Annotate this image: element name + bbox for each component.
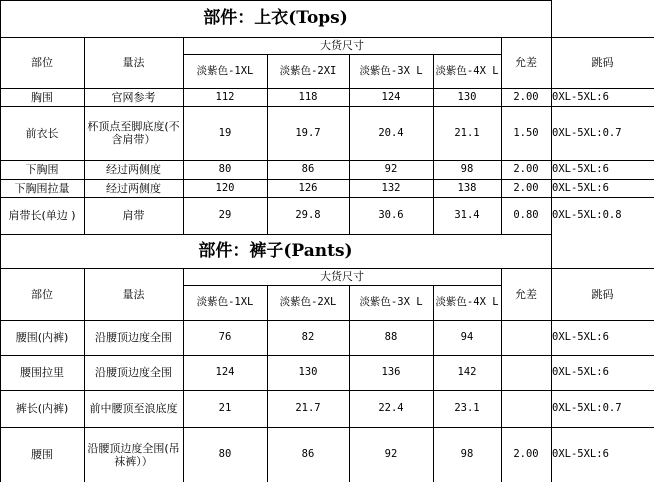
tops-row-size-value: 126: [298, 181, 318, 194]
pants-row-method: 前中腰顶至浪底度: [89, 402, 178, 415]
pants-row-size-value: 22.4: [378, 402, 404, 414]
grid-line: [0, 355, 654, 356]
tops-row-tolerance: 2.00: [513, 181, 539, 194]
grid-line: [183, 54, 501, 55]
tops-row-part: 肩带长(单边 ): [8, 209, 76, 222]
tops-row-tolerance: 2.00: [513, 163, 539, 175]
grid-line: [0, 37, 654, 38]
tops-row-size-value: 29.8: [295, 209, 321, 221]
tops-row-tolerance: 0.80: [513, 209, 539, 221]
grid-line: [0, 0, 551, 1]
tops-row-size-value: 31.4: [454, 209, 480, 221]
pants-row-part: 腰围拉里: [20, 366, 64, 379]
pants-row-size-value: 98: [460, 448, 474, 460]
tops-row-size-value: 30.6: [378, 209, 404, 221]
pants-header-bulk-size: 大货尺寸: [320, 270, 364, 283]
grid-line: [0, 197, 654, 198]
tops-row-method: 经过两侧度: [106, 163, 161, 176]
tops-row-size-value: 20.4: [378, 126, 404, 139]
pants-section-title: 部件：裤子(Pants): [198, 240, 353, 261]
tops-header-part: 部位: [31, 56, 53, 69]
pants-row-size-value: 124: [215, 366, 235, 378]
pants-row-size-value: 130: [298, 366, 318, 378]
tops-row-part: 下胸围拉量: [14, 181, 70, 195]
grid-line: [183, 285, 501, 286]
pants-row-tolerance: [501, 390, 551, 427]
tops-row-method: 官网参考: [111, 90, 156, 104]
grid-line: [349, 285, 350, 482]
pants-row-size-value: 94: [460, 331, 474, 343]
grid-line: [0, 427, 654, 428]
pants-row-size-value: 82: [301, 331, 315, 343]
grid-line: [0, 0, 1, 482]
pants-header-grade: 跳码: [591, 287, 614, 301]
tops-row-method: 杯顶点至脚底度(不含肩带）: [87, 120, 180, 146]
pants-header-size-3: 淡紫色-3X L: [359, 296, 423, 308]
tops-row-size-value: 132: [381, 181, 401, 194]
pants-row-tolerance: [501, 320, 551, 355]
tops-row-size-value: 98: [460, 163, 474, 175]
pants-header-tolerance: 允差: [515, 287, 537, 301]
pants-row-method: 沿腰顶边度全围: [95, 331, 172, 344]
tops-row-size-value: 138: [457, 181, 477, 194]
pants-row-part: 腰围(内裤): [15, 331, 69, 344]
pants-row-size-value: 92: [384, 448, 398, 460]
tops-header-size-1: 淡紫色-1XL: [196, 64, 254, 77]
tops-row-part: 胸围: [31, 90, 53, 104]
pants-row-part: 裤长(内裤): [15, 402, 69, 415]
pants-row-size-value: 86: [301, 448, 315, 460]
pants-row-size-value: 21: [218, 402, 232, 414]
grid-line: [84, 268, 85, 482]
grid-line: [0, 179, 654, 180]
pants-row-grade: 0XL-5XL:6: [552, 448, 609, 460]
pants-row-size-value: 142: [457, 366, 477, 378]
tops-header-grade: 跳码: [591, 56, 614, 69]
pants-row-tolerance: 2.00: [513, 448, 539, 460]
pants-row-grade: 0XL-5XL:6: [552, 366, 609, 378]
tops-row-size-value: 124: [381, 90, 401, 103]
tops-row-part: 前衣长: [25, 126, 59, 140]
pants-row-tolerance: [501, 355, 551, 390]
tops-row-method: 经过两侧度: [106, 181, 161, 195]
pants-row-part: 腰围: [31, 448, 53, 461]
pants-row-size-value: 21.7: [295, 402, 321, 414]
tops-row-size-value: 120: [215, 181, 235, 194]
tops-row-grade: 0XL-5XL:0.7: [552, 126, 622, 139]
grid-line: [349, 54, 350, 234]
tops-row-size-value: 118: [298, 90, 318, 103]
pants-header-size-1: 淡紫色-1XL: [196, 296, 254, 308]
grid-line: [183, 268, 184, 482]
tops-header-method: 量法: [122, 56, 145, 69]
pants-header-size-2: 淡紫色-2XL: [279, 296, 337, 308]
tops-row-tolerance: 1.50: [513, 126, 539, 139]
grid-line: [0, 268, 654, 269]
pants-header-part: 部位: [31, 287, 53, 301]
pants-row-size-value: 23.1: [454, 402, 480, 414]
grid-line: [0, 234, 551, 235]
tops-header-tolerance: 允差: [515, 56, 537, 69]
grid-line: [0, 390, 654, 391]
pants-row-method: 沿腰顶边度全围(吊袜裤））: [87, 441, 180, 468]
tops-row-size-value: 19: [218, 126, 232, 139]
grid-line: [501, 268, 502, 482]
pants-row-method: 沿腰顶边度全围: [95, 366, 172, 379]
tops-row-grade: 0XL-5XL:6: [552, 90, 609, 103]
pants-row-size-value: 88: [384, 331, 398, 343]
tops-row-size-value: 130: [457, 90, 477, 103]
tops-row-size-value: 86: [301, 163, 315, 175]
tops-row-size-value: 29: [218, 209, 232, 221]
tops-row-size-value: 112: [215, 90, 235, 103]
tops-row-size-value: 92: [384, 163, 398, 175]
tops-row-size-value: 19.7: [295, 126, 321, 139]
pants-row-size-value: 80: [218, 448, 232, 460]
pants-header-method: 量法: [122, 287, 145, 301]
grid-line: [0, 160, 654, 161]
tops-header-size-3: 淡紫色-3X L: [359, 64, 423, 77]
grid-line: [0, 88, 654, 89]
grid-line: [267, 54, 268, 234]
grid-line: [551, 0, 552, 482]
grid-line: [267, 285, 268, 482]
tops-header-size-4: 淡紫色-4X L: [435, 64, 499, 77]
grid-line: [84, 37, 85, 234]
tops-row-size-value: 80: [218, 163, 232, 175]
grid-line: [0, 320, 654, 321]
grid-line: [183, 37, 184, 234]
grid-line: [433, 285, 434, 482]
grid-line: [0, 106, 654, 107]
pants-header-size-4: 淡紫色-4X L: [435, 296, 499, 308]
pants-row-grade: 0XL-5XL:0.7: [552, 402, 622, 414]
pants-row-size-value: 76: [218, 331, 232, 343]
tops-row-part: 下胸围: [25, 163, 59, 176]
grid-line: [501, 37, 502, 234]
pants-row-size-value: 136: [381, 366, 401, 378]
tops-row-grade: 0XL-5XL:6: [552, 163, 609, 175]
tops-row-grade: 0XL-5XL:0.8: [552, 209, 622, 221]
tops-row-size-value: 21.1: [454, 126, 480, 139]
tops-header-size-2: 淡紫色-2XI: [279, 64, 337, 77]
tops-row-method: 肩带: [122, 209, 145, 222]
tops-header-bulk-size: 大货尺寸: [320, 39, 364, 52]
tops-section-title: 部件：上衣(Tops): [203, 8, 348, 28]
pants-row-grade: 0XL-5XL:6: [552, 331, 609, 343]
tops-row-grade: 0XL-5XL:6: [552, 181, 609, 194]
grid-line: [433, 54, 434, 234]
tops-row-tolerance: 2.00: [513, 90, 539, 103]
